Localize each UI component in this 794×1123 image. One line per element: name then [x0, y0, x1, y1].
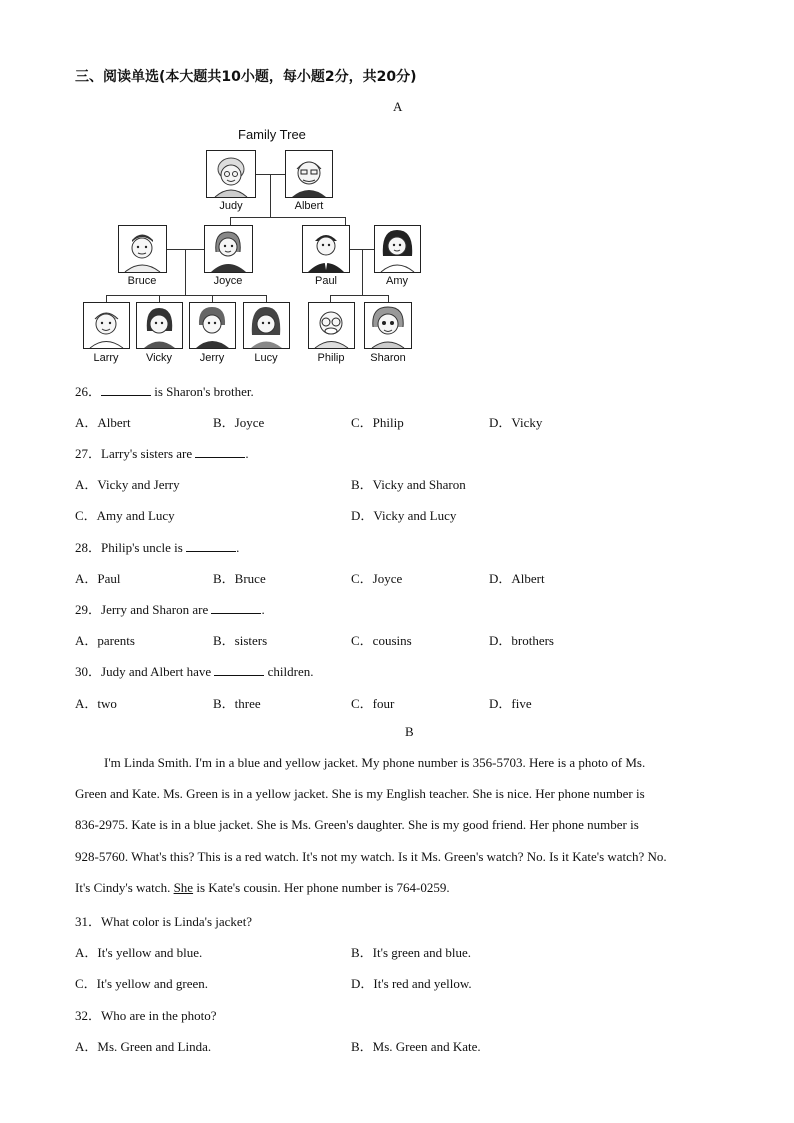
- portrait-amy: [374, 225, 421, 273]
- q26-option-a: A．Albert: [75, 415, 131, 430]
- q31-option-c: C．It's yellow and green.: [75, 976, 209, 991]
- q29-option-d: D．brothers: [489, 633, 554, 648]
- passage-line-1: I'm Linda Smith. I'm in a blue and yellow jacket. My phone number is 356-5703. Here is a photo of Ms.: [104, 755, 646, 770]
- q26-option-d: D．Vicky: [489, 415, 543, 430]
- q29-option-b: B．sisters: [213, 633, 268, 648]
- portrait-bruce: [118, 225, 167, 273]
- name-albert: Albert: [294, 200, 324, 212]
- q30-option-c: C．four: [351, 696, 395, 711]
- q28-option-b: B．Bruce: [213, 571, 266, 586]
- name-larry: Larry: [93, 352, 119, 364]
- name-bruce: Bruce: [127, 275, 157, 287]
- portrait-larry: [83, 302, 130, 349]
- portrait-lucy: [243, 302, 290, 349]
- q27-option-c: C．Amy and Lucy: [75, 508, 175, 523]
- portrait-sharon: [364, 302, 412, 349]
- passage-line-4: 928-5760. What's this? This is a red watch. It's not my watch. Is it Ms. Green's watch? No. Is it Kate's watch? No.: [75, 849, 667, 864]
- name-paul: Paul: [314, 275, 338, 287]
- q31-option-d: D．It's red and yellow.: [351, 976, 472, 991]
- question-31: 31．What color is Linda's jacket?: [75, 914, 253, 929]
- passage-line-2: Green and Kate. Ms. Green is in a yellow jacket. She is my English teacher. She is nice. Her phone number is: [75, 786, 645, 801]
- q29-option-a: A．parents: [75, 633, 135, 648]
- name-philip: Philip: [317, 352, 345, 364]
- q32-option-a: A．Ms. Green and Linda.: [75, 1039, 212, 1054]
- q26-option-c: C．Philip: [351, 415, 404, 430]
- portrait-joyce: [204, 225, 253, 273]
- q31-option-a: A．It's yellow and blue.: [75, 945, 203, 960]
- family-tree-figure: [80, 124, 420, 369]
- q30-option-b: B．three: [213, 696, 261, 711]
- part-a-label: A: [393, 99, 403, 114]
- q31-option-b: B．It's green and blue.: [351, 945, 472, 960]
- passage-line-3: 836-2975. Kate is in a blue jacket. She is Ms. Green's daughter. She is my good friend. Her phone number is: [75, 817, 639, 832]
- name-joyce: Joyce: [213, 275, 243, 287]
- question-32: 32．Who are in the photo?: [75, 1008, 217, 1023]
- family-tree-title: Family Tree: [238, 127, 306, 142]
- name-vicky: Vicky: [145, 352, 173, 364]
- q27-option-a: A．Vicky and Jerry: [75, 477, 180, 492]
- question-28: 28．Philip's uncle is .: [75, 540, 240, 555]
- name-jerry: Jerry: [199, 352, 225, 364]
- question-30: 30．Judy and Albert have children.: [75, 664, 314, 679]
- portrait-philip: [308, 302, 355, 349]
- q30-option-a: A．two: [75, 696, 117, 711]
- name-sharon: Sharon: [370, 352, 406, 364]
- question-26: 26． is Sharon's brother.: [75, 384, 254, 399]
- portrait-albert: [285, 150, 333, 198]
- q27-option-d: D．Vicky and Lucy: [351, 508, 457, 523]
- q28-option-d: D．Albert: [489, 571, 545, 586]
- q29-option-c: C．cousins: [351, 633, 412, 648]
- section-title: 三、阅读单选(本大题共10小题，每小题2分，共20分): [75, 69, 417, 85]
- q28-option-a: A．Paul: [75, 571, 121, 586]
- part-b-label: B: [405, 724, 414, 739]
- name-lucy: Lucy: [254, 352, 278, 364]
- underlined-she: She: [173, 880, 194, 895]
- portrait-vicky: [136, 302, 183, 349]
- portrait-jerry: [189, 302, 236, 349]
- q32-option-b: B．Ms. Green and Kate.: [351, 1039, 481, 1054]
- name-judy: Judy: [219, 200, 243, 212]
- question-27: 27．Larry's sisters are .: [75, 446, 249, 461]
- q27-option-b: B．Vicky and Sharon: [351, 477, 466, 492]
- question-29: 29．Jerry and Sharon are .: [75, 602, 265, 617]
- name-amy: Amy: [386, 275, 408, 287]
- q28-option-c: C．Joyce: [351, 571, 403, 586]
- q30-option-d: D．five: [489, 696, 532, 711]
- passage-line-5: It's Cindy's watch. She is Kate's cousin. Her phone number is 764-0259.: [75, 880, 450, 895]
- q26-option-b: B．Joyce: [213, 415, 265, 430]
- portrait-paul: [302, 225, 350, 273]
- portrait-judy: [206, 150, 256, 198]
